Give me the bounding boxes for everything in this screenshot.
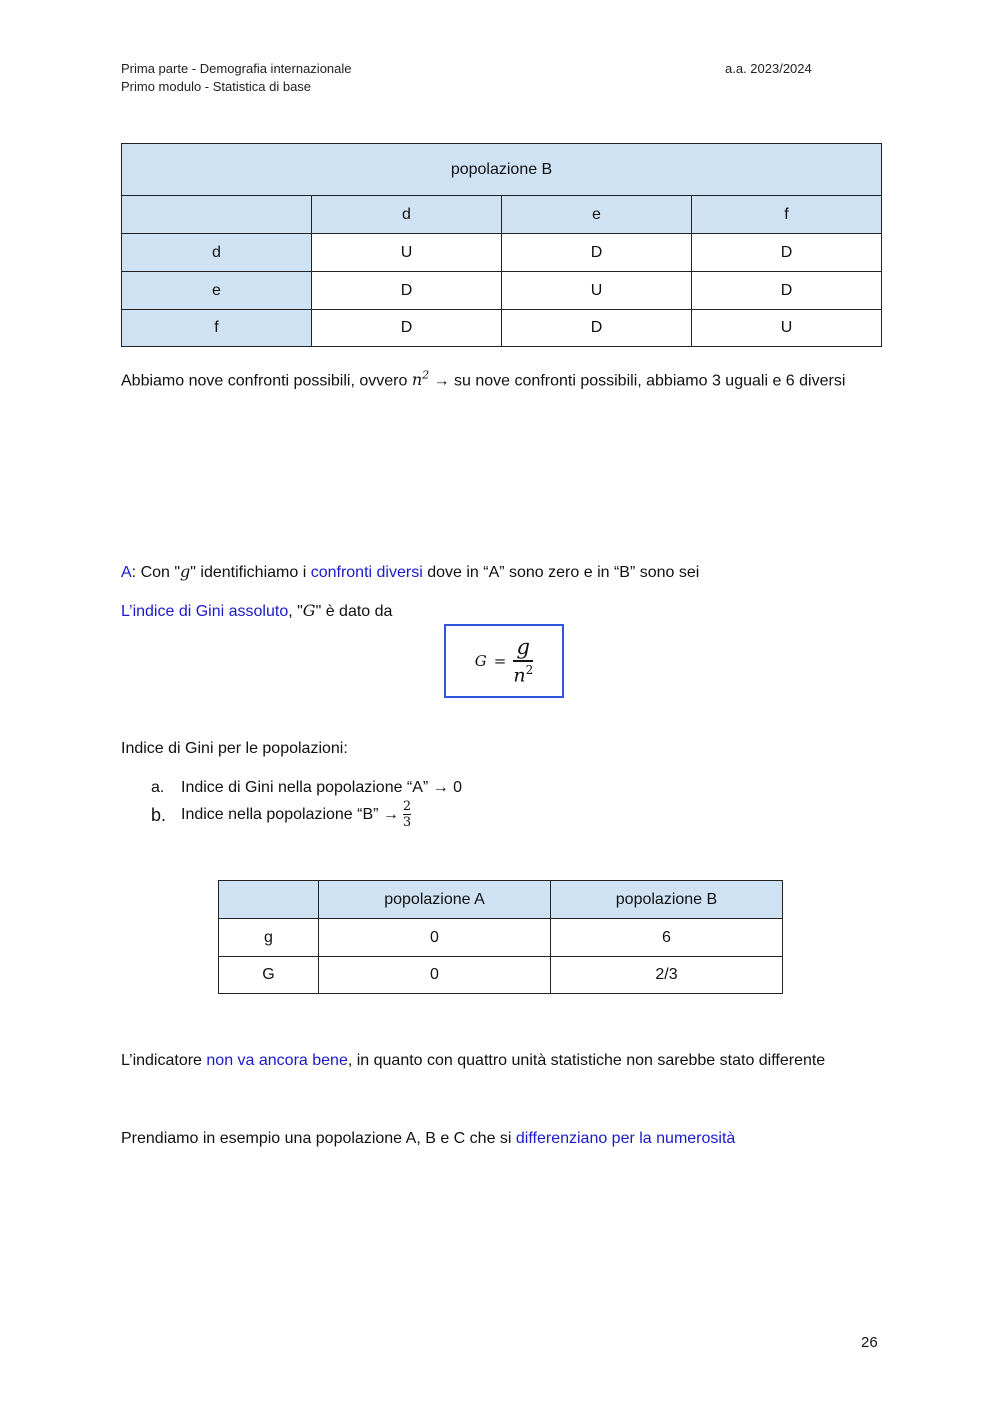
list-item-text: Indice nella popolazione “B” → (181, 805, 399, 823)
table-cell: 6 (551, 919, 783, 957)
fraction-bar (513, 660, 533, 662)
math-exponent: 2 (422, 369, 430, 382)
paragraph-definition-g (121, 562, 699, 583)
table-row (122, 310, 882, 347)
paragraph-text: L’indicatore (121, 1052, 207, 1069)
formula-den-exp: 2 (525, 662, 534, 677)
list-marker: b. (151, 804, 167, 825)
table-b-title: popolazione B (122, 144, 882, 196)
paragraph-text: " è dato da (315, 603, 393, 620)
table-col-header: popolazione A (319, 881, 551, 919)
table-gini-comparison (218, 880, 783, 994)
math-n-squared (412, 370, 429, 389)
formula-box (444, 624, 564, 698)
running-header (121, 60, 352, 96)
highlight-text: differenziano per la numerosità (515, 1130, 736, 1147)
paragraph-gini-populations: Indice di Gini per le popolazioni: (121, 740, 348, 757)
fraction-denominator: 3 (402, 815, 412, 831)
list-item (151, 800, 411, 829)
formula-equals: = (493, 652, 507, 670)
page-number: 26 (861, 1334, 878, 1351)
table-cell: 0 (319, 957, 551, 994)
list-item (151, 778, 462, 798)
list-item-text: Indice di Gini nella popolazione “A” → 0 (181, 779, 463, 796)
fraction-numerator: 2 (402, 799, 412, 814)
table-cell: D (692, 272, 882, 310)
formula-denominator (513, 664, 533, 685)
formula-lhs: G (474, 652, 487, 670)
paragraph-text: Prendiamo in esempio una popolazione A, B e C che si (121, 1130, 516, 1147)
table-cell: D (502, 234, 692, 272)
paragraph-text: , " (288, 603, 303, 620)
list-fraction (403, 800, 411, 829)
math-base: n (411, 370, 423, 390)
math-var-G: G (302, 601, 316, 620)
paragraph-indicatore (121, 1051, 825, 1071)
table-popolazione-b (121, 143, 882, 347)
paragraph-confronti (121, 366, 845, 391)
table-cell: D (502, 310, 692, 347)
table-b-col-header: d (312, 196, 502, 234)
table-b-corner (122, 196, 312, 234)
formula-numerator: g (516, 635, 530, 660)
table-row (122, 272, 882, 310)
header-module: Primo modulo - Statistica di base (121, 79, 312, 94)
paragraph-text: Abbiamo nove confronti possibili, ovvero (121, 372, 412, 390)
table-row (122, 234, 882, 272)
table-cell: D (312, 272, 502, 310)
table-b-col-header: f (692, 196, 882, 234)
paragraph-text: " identifichiamo i (190, 564, 311, 581)
table-cell: U (692, 310, 882, 347)
table-col-header: popolazione B (551, 881, 783, 919)
table-row-header: G (219, 957, 319, 994)
table-cell: U (502, 272, 692, 310)
highlight-label: A (121, 564, 132, 581)
header-academic-year: a.a. 2023/2024 (725, 61, 812, 76)
table-row (219, 919, 783, 957)
highlight-text: L’indice di Gini assoluto (121, 603, 289, 620)
header-part: Prima parte - Demografia internazionale (121, 61, 352, 76)
table-cell: 0 (319, 919, 551, 957)
paragraph-text: : Con " (131, 564, 181, 581)
paragraph-esempio (121, 1129, 735, 1149)
table-row (219, 957, 783, 994)
table-corner (219, 881, 319, 919)
table-cell: D (692, 234, 882, 272)
table-b-row-header: d (122, 234, 312, 272)
table-b-row-header: f (122, 310, 312, 347)
table-cell: D (312, 310, 502, 347)
formula-den-base: n (513, 663, 526, 686)
table-b-col-header: e (502, 196, 692, 234)
paragraph-gini-absolute (121, 601, 392, 622)
math-var-g: g (180, 562, 191, 581)
formula-fraction (513, 637, 533, 685)
list-marker: a. (151, 779, 165, 796)
paragraph-text: → su nove confronti possibili, abbiamo 3 uguali e 6 diversi (429, 372, 846, 390)
table-cell: 2/3 (551, 957, 783, 994)
highlight-text: non va ancora bene (206, 1052, 348, 1069)
table-b-row-header: e (122, 272, 312, 310)
paragraph-text: , in quanto con quattro unità statistiche non sarebbe stato differente (347, 1052, 826, 1069)
table-row-header: g (219, 919, 319, 957)
table-cell: U (312, 234, 502, 272)
paragraph-text: dove in “A” sono zero e in “B” sono sei (422, 564, 700, 581)
highlight-text: confronti diversi (310, 564, 423, 581)
